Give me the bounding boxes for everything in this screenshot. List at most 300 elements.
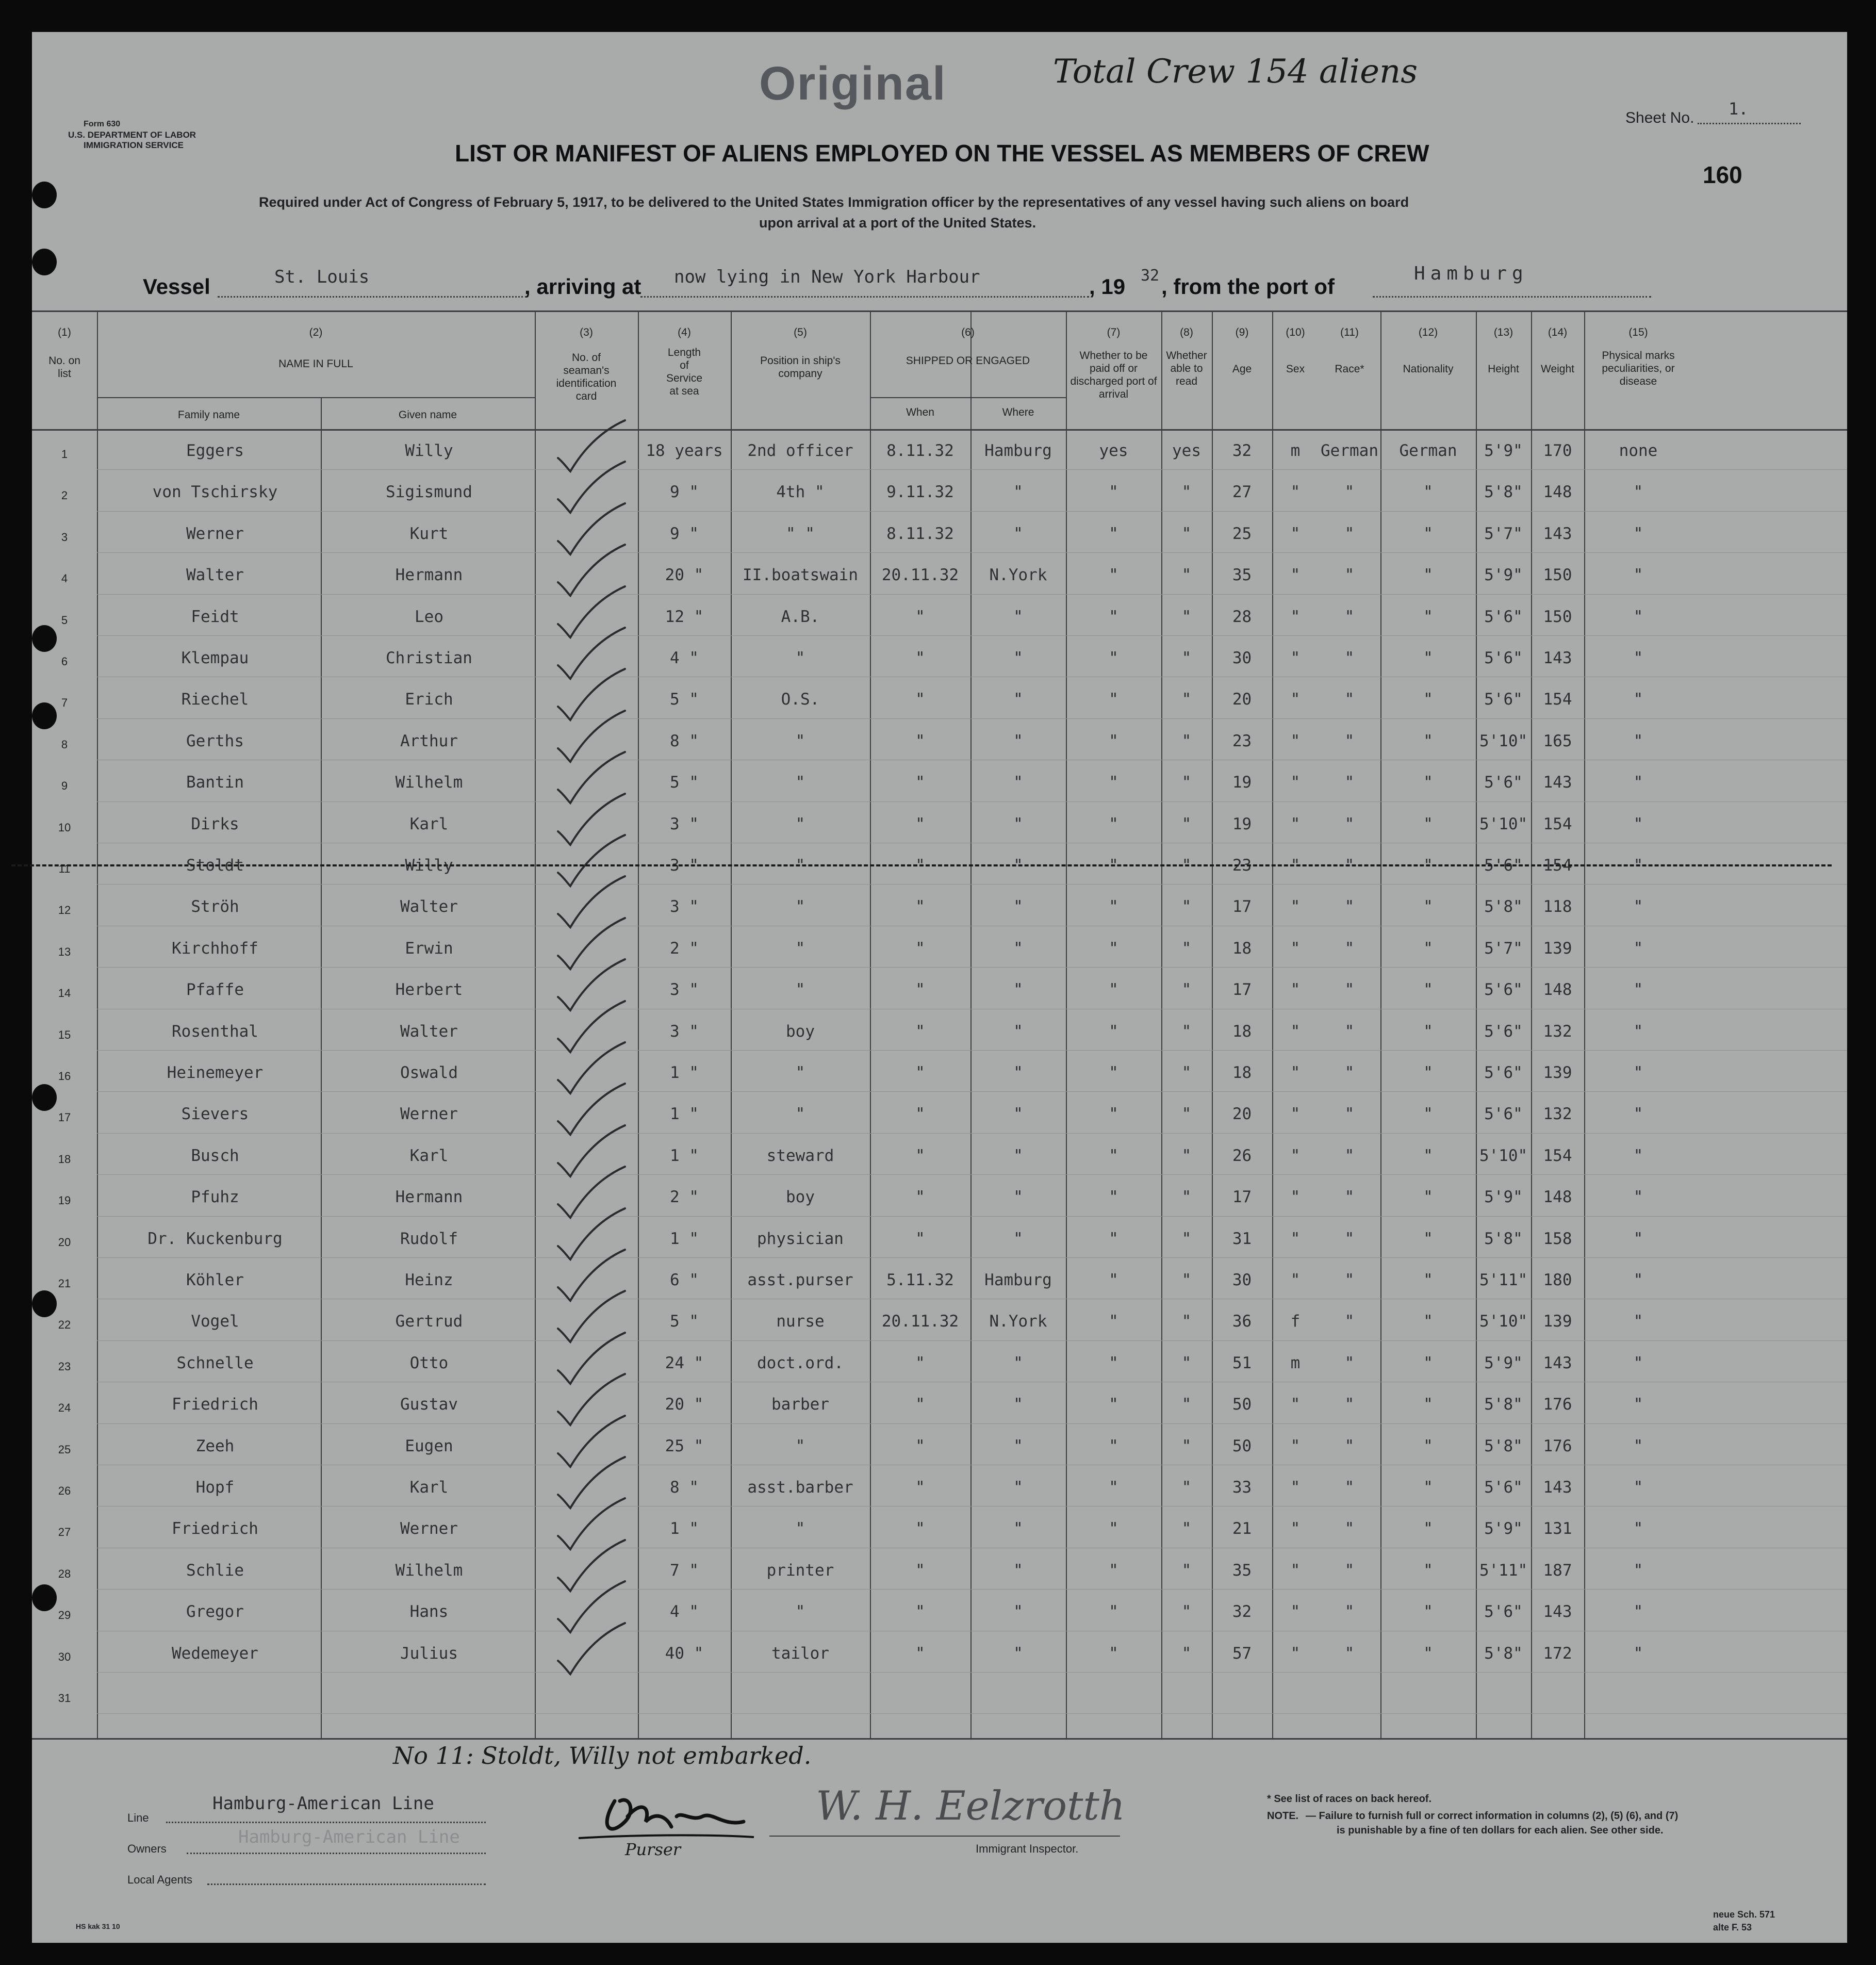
note-text-1: — Failure to furnish full or correct information in columns (2), (5) (6), and (7) [1306, 1810, 1678, 1822]
shipped-where-cell: " [1013, 731, 1023, 750]
position-cell: " [795, 856, 805, 875]
physical-marks-cell: " [1633, 1271, 1643, 1289]
nationality-cell: " [1423, 1519, 1433, 1538]
paid-off-cell: " [1109, 1436, 1118, 1455]
physical-marks-cell: " [1633, 980, 1643, 1000]
table-row [32, 1175, 1847, 1217]
service-length-cell: 5 " [670, 690, 699, 709]
shipped-when-cell: " [915, 1395, 925, 1414]
service-length-cell: 5 " [670, 773, 699, 792]
physical-marks-cell: " [1633, 1519, 1643, 1538]
table-row [32, 1134, 1847, 1175]
position-cell: tailor [771, 1644, 829, 1663]
family-name-cell: Sievers [181, 1105, 249, 1124]
age-cell: 50 [1232, 1436, 1252, 1455]
family-name-cell: Rosenthal [172, 1022, 258, 1041]
weight-cell: 139 [1543, 1312, 1572, 1331]
shipped-where-cell: " [1013, 1644, 1023, 1663]
position-cell: physician [757, 1229, 844, 1248]
shipped-where-cell: " [1013, 856, 1023, 875]
paid-off-cell: " [1109, 773, 1118, 792]
weight-cell: 132 [1543, 1022, 1572, 1041]
able-to-read-cell: " [1181, 1146, 1192, 1165]
position-cell: " [795, 1519, 805, 1538]
position-cell: " [795, 939, 805, 958]
shipped-when-cell: " [915, 814, 925, 833]
weight-cell: 154 [1543, 856, 1572, 875]
given-name-cell: Karl [409, 814, 449, 833]
row-number-cell: 14 [58, 987, 71, 1000]
height-cell: 5'7" [1484, 524, 1523, 543]
position-cell: 4th " [776, 483, 825, 502]
family-name-cell: Hopf [195, 1478, 235, 1497]
row-number-cell: 13 [58, 945, 71, 958]
race-cell: " [1344, 731, 1355, 750]
schedule-new: neue Sch. 571 [1713, 1909, 1775, 1920]
sex-cell: " [1290, 1561, 1301, 1580]
paid-off-cell: " [1109, 856, 1118, 875]
paid-off-cell: " [1109, 980, 1118, 1000]
weight-cell: 143 [1543, 1602, 1572, 1622]
nationality-cell: " [1423, 1229, 1433, 1248]
service-length-cell: 1 " [670, 1519, 699, 1538]
sex-cell: " [1290, 1105, 1301, 1124]
given-name-cell: Hans [409, 1602, 449, 1622]
sheet-label: Sheet No. [1625, 109, 1694, 126]
able-to-read-cell: " [1181, 980, 1192, 1000]
row-number-cell: 2 [61, 489, 68, 502]
sex-cell: " [1290, 607, 1301, 626]
height-cell: 5'6" [1484, 649, 1523, 667]
given-name-cell: Julius [400, 1644, 458, 1663]
family-name-cell: Wedemeyer [172, 1644, 258, 1663]
line-value: Hamburg-American Line [212, 1793, 434, 1814]
col-header-race: (11) Race* [1335, 326, 1364, 375]
family-name-cell: Busch [191, 1146, 239, 1165]
height-cell: 5'6" [1484, 607, 1523, 626]
position-cell: " [795, 1436, 805, 1455]
able-to-read-cell: " [1181, 566, 1192, 585]
row-number-cell: 19 [58, 1194, 71, 1207]
race-cell: " [1344, 897, 1355, 916]
race-cell: " [1344, 1271, 1355, 1289]
service-length-cell: 8 " [670, 731, 699, 750]
age-cell: 20 [1232, 1105, 1252, 1124]
given-name-cell: Karl [409, 1146, 449, 1165]
sex-cell: " [1290, 690, 1301, 709]
weight-cell: 143 [1543, 1353, 1572, 1372]
weight-cell: 154 [1543, 690, 1572, 709]
col-header-id-card: (3) No. of seaman's identification card [556, 326, 617, 402]
shipped-where-cell: " [1013, 1105, 1023, 1124]
paid-off-cell: " [1109, 1146, 1118, 1165]
shipped-where-cell: " [1013, 1188, 1023, 1207]
physical-marks-cell: " [1633, 939, 1643, 958]
nationality-cell: " [1423, 1063, 1433, 1082]
table-row [32, 1673, 1847, 1714]
able-to-read-cell: " [1181, 814, 1192, 833]
inspector-label: Immigrant Inspector. [976, 1842, 1079, 1855]
height-cell: 5'6" [1484, 1022, 1523, 1041]
paid-off-cell: " [1109, 1602, 1118, 1622]
weight-cell: 148 [1543, 980, 1572, 1000]
weight-cell: 154 [1543, 814, 1572, 833]
able-to-read-cell: " [1181, 1561, 1192, 1580]
able-to-read-cell: " [1181, 1602, 1192, 1622]
row-number-cell: 7 [61, 696, 68, 710]
nationality-cell: " [1423, 1312, 1433, 1331]
position-cell: " " [786, 524, 815, 543]
row-number-cell: 22 [58, 1318, 71, 1332]
shipped-when-cell: " [915, 1022, 925, 1041]
family-name-cell: Zeeh [195, 1436, 235, 1455]
paid-off-cell: yes [1099, 441, 1128, 460]
race-cell: " [1344, 939, 1355, 958]
shipped-where-cell: " [1013, 1146, 1023, 1165]
given-name-cell: Werner [400, 1105, 458, 1124]
nationality-cell: " [1423, 731, 1433, 750]
age-cell: 17 [1232, 897, 1252, 916]
able-to-read-cell: " [1181, 1063, 1192, 1082]
weight-cell: 139 [1543, 1063, 1572, 1082]
shipped-when-cell: " [915, 1436, 925, 1455]
given-name-cell: Rudolf [400, 1229, 458, 1248]
position-cell: " [795, 649, 805, 667]
checkmark-icon [553, 1620, 630, 1677]
note-text-2: is punishable by a fine of ten dollars for each alien. See other side. [1337, 1825, 1664, 1836]
service-length-cell: 6 " [670, 1271, 699, 1289]
service-length-cell: 3 " [670, 1022, 699, 1041]
given-name-cell: Willy [405, 441, 453, 460]
row-number-cell: 31 [58, 1692, 71, 1705]
row-number-cell: 4 [61, 572, 68, 585]
table-row [32, 1507, 1847, 1548]
table-row [32, 1383, 1847, 1424]
age-cell: 31 [1232, 1229, 1252, 1248]
age-cell: 19 [1232, 814, 1252, 833]
physical-marks-cell: " [1633, 1146, 1643, 1165]
table-row [32, 553, 1847, 595]
race-cell: " [1344, 1063, 1355, 1082]
schedule-old: alte F. 53 [1713, 1922, 1752, 1933]
age-cell: 18 [1232, 939, 1252, 958]
physical-marks-cell: " [1633, 1105, 1643, 1124]
paid-off-cell: " [1109, 1395, 1118, 1414]
col-header-age: (9) Age [1232, 326, 1252, 375]
sex-cell: " [1290, 980, 1301, 1000]
physical-marks-cell: " [1633, 1353, 1643, 1372]
able-to-read-cell: " [1181, 1229, 1192, 1248]
given-name-cell: Kurt [409, 524, 449, 543]
service-length-cell: 18 years [646, 441, 723, 460]
height-cell: 5'6" [1484, 1602, 1523, 1622]
sex-cell: f [1290, 1312, 1301, 1331]
shipped-when-cell: " [915, 1063, 925, 1082]
height-cell: 5'11" [1479, 1271, 1528, 1289]
able-to-read-cell: " [1181, 1312, 1192, 1331]
position-cell: " [795, 1063, 805, 1082]
nationality-cell: " [1423, 1022, 1433, 1041]
sex-cell: " [1290, 566, 1301, 585]
sex-cell: " [1290, 524, 1301, 543]
service-length-cell: 8 " [670, 1478, 699, 1497]
given-name-cell: Karl [409, 1478, 449, 1497]
row-number-cell: 28 [58, 1567, 71, 1580]
service-length-cell: 2 " [670, 939, 699, 958]
height-cell: 5'6" [1484, 1063, 1523, 1082]
nationality-cell: " [1423, 1561, 1433, 1580]
physical-marks-cell: " [1633, 1188, 1643, 1207]
table-row [32, 719, 1847, 761]
position-cell: " [795, 731, 805, 750]
paid-off-cell: " [1109, 524, 1118, 543]
shipped-where-cell: " [1013, 649, 1023, 667]
nationality-cell: " [1423, 980, 1433, 1000]
nationality-cell: " [1423, 1146, 1433, 1165]
service-length-cell: 20 " [665, 566, 704, 585]
shipped-where-cell: " [1013, 980, 1023, 1000]
paid-off-cell: " [1109, 1105, 1118, 1124]
given-name-cell: Leo [415, 607, 443, 626]
height-cell: 5'8" [1484, 483, 1523, 502]
family-name-cell: Pfuhz [191, 1188, 239, 1207]
sex-cell: " [1290, 1519, 1301, 1538]
service-length-cell: 12 " [665, 607, 704, 626]
service-length-cell: 5 " [670, 1312, 699, 1331]
sex-cell: " [1290, 1395, 1301, 1414]
service-length-cell: 1 " [670, 1063, 699, 1082]
sheet-number: 1. [1729, 99, 1749, 119]
family-name-cell: Dr. Kuckenburg [147, 1229, 283, 1248]
paid-off-cell: " [1109, 1519, 1118, 1538]
weight-cell: 165 [1543, 731, 1572, 750]
position-cell: steward [766, 1146, 834, 1165]
sex-cell: " [1290, 1436, 1301, 1455]
given-name-cell: Christian [386, 649, 472, 667]
col-header-shipped: (6) SHIPPED OR ENGAGED [906, 326, 1030, 367]
shipped-where-cell: " [1013, 1395, 1023, 1414]
able-to-read-cell: " [1181, 1188, 1192, 1207]
age-cell: 35 [1232, 1561, 1252, 1580]
race-cell: " [1344, 524, 1355, 543]
sex-cell: " [1290, 1188, 1301, 1207]
position-cell: " [795, 814, 805, 833]
shipped-when-cell: " [915, 1644, 925, 1663]
nationality-cell: " [1423, 607, 1433, 626]
family-name-cell: Gerths [186, 731, 244, 750]
position-cell: O.S. [781, 690, 820, 709]
given-name-cell: Erwin [405, 939, 453, 958]
able-to-read-cell: " [1181, 1478, 1192, 1497]
height-cell: 5'9" [1484, 1519, 1523, 1538]
shipped-where-cell: N.York [989, 1312, 1047, 1331]
page-number: 160 [1703, 161, 1742, 188]
purser-label: Purser [625, 1840, 681, 1859]
able-to-read-cell: " [1181, 1395, 1192, 1414]
able-to-read-cell: " [1181, 524, 1192, 543]
col-header-height: (13) Height [1488, 326, 1519, 375]
col-header-position: (5) Position in ship's company [760, 326, 841, 380]
weight-cell: 148 [1543, 483, 1572, 502]
weight-cell: 118 [1543, 897, 1572, 916]
physical-marks-cell: " [1633, 731, 1643, 750]
age-cell: 51 [1232, 1353, 1252, 1372]
nationality-cell: German [1399, 441, 1457, 460]
race-cell: " [1344, 607, 1355, 626]
race-cell: " [1344, 1644, 1355, 1663]
race-cell: " [1344, 773, 1355, 792]
height-cell: 5'10" [1479, 1312, 1528, 1331]
col-header-no: (1) No. on list [48, 326, 80, 380]
sex-cell: " [1290, 939, 1301, 958]
physical-marks-cell: " [1633, 1063, 1643, 1082]
form-service: IMMIGRATION SERVICE [84, 140, 184, 150]
sex-cell: " [1290, 897, 1301, 916]
year-value: 32 [1141, 267, 1160, 285]
weight-cell: 180 [1543, 1271, 1572, 1289]
position-cell: nurse [776, 1312, 825, 1331]
service-length-cell: 1 " [670, 1229, 699, 1248]
given-name-cell: Sigismund [386, 483, 472, 502]
nationality-cell: " [1423, 483, 1433, 502]
sex-cell: " [1290, 1229, 1301, 1248]
race-cell: " [1344, 483, 1355, 502]
position-cell: boy [786, 1188, 815, 1207]
shipped-where-cell: Hamburg [984, 1271, 1052, 1289]
given-name-cell: Herbert [395, 980, 463, 1000]
row-number-cell: 20 [58, 1235, 71, 1249]
family-name-cell: Kirchhoff [172, 939, 258, 958]
table-row [32, 1300, 1847, 1341]
line-label: Line [127, 1811, 149, 1824]
age-cell: 23 [1232, 731, 1252, 750]
sex-cell: " [1290, 1146, 1301, 1165]
able-to-read-cell: " [1181, 773, 1192, 792]
nationality-cell: " [1423, 649, 1433, 667]
able-to-read-cell: " [1181, 856, 1192, 875]
position-cell: asst.purser [747, 1271, 853, 1289]
given-name-cell: Walter [400, 1022, 458, 1041]
shipped-where-cell: " [1013, 1022, 1023, 1041]
shipped-where-cell: " [1013, 814, 1023, 833]
shipped-where-cell: " [1013, 483, 1023, 502]
race-cell: " [1344, 856, 1355, 875]
family-name-cell: Stoldt [186, 856, 244, 875]
able-to-read-cell: " [1181, 690, 1192, 709]
row-number-cell: 12 [58, 904, 71, 917]
race-cell: German [1321, 441, 1378, 460]
weight-cell: 187 [1543, 1561, 1572, 1580]
row-number-cell: 24 [58, 1401, 71, 1415]
weight-cell: 148 [1543, 1188, 1572, 1207]
service-length-cell: 24 " [665, 1353, 704, 1372]
position-cell: " [795, 1602, 805, 1622]
col-header-read: (8) Whether able to read [1166, 326, 1207, 387]
nationality-cell: " [1423, 524, 1433, 543]
given-name-cell: Heinz [405, 1271, 453, 1289]
race-cell: " [1344, 1561, 1355, 1580]
age-cell: 35 [1232, 566, 1252, 585]
position-cell: A.B. [781, 607, 820, 626]
race-cell: " [1344, 1353, 1355, 1372]
service-length-cell: 4 " [670, 1602, 699, 1622]
physical-marks-cell: " [1633, 1478, 1643, 1497]
family-name-cell: Ströh [191, 897, 239, 916]
family-name-cell: Schnelle [176, 1353, 254, 1372]
able-to-read-cell: " [1181, 1271, 1192, 1289]
sex-cell: " [1290, 1478, 1301, 1497]
table-row [32, 1217, 1847, 1258]
given-name-cell: Hermann [395, 566, 463, 585]
race-cell: " [1344, 1229, 1355, 1248]
given-name-cell: Willy [405, 856, 453, 875]
shipped-where-cell: " [1013, 690, 1023, 709]
height-cell: 5'10" [1479, 731, 1528, 750]
nationality-cell: " [1423, 939, 1433, 958]
position-cell: 2nd officer [747, 441, 853, 460]
binder-hole [32, 249, 57, 275]
paid-off-cell: " [1109, 814, 1118, 833]
physical-marks-cell: " [1633, 607, 1643, 626]
arriving-label: , arriving at [524, 274, 641, 299]
race-cell: " [1344, 1022, 1355, 1041]
table-row [32, 470, 1847, 512]
paid-off-cell: " [1109, 566, 1118, 585]
shipped-when-cell: " [915, 1478, 925, 1497]
shipped-where-cell: " [1013, 1519, 1023, 1538]
sex-cell: " [1290, 773, 1301, 792]
table-row [32, 512, 1847, 553]
position-cell: asst.barber [747, 1478, 853, 1497]
race-cell: " [1344, 1395, 1355, 1414]
weight-cell: 132 [1543, 1105, 1572, 1124]
height-cell: 5'11" [1479, 1561, 1528, 1580]
table-row [32, 1341, 1847, 1383]
height-cell: 5'6" [1484, 773, 1523, 792]
shipped-when-cell: 20.11.32 [881, 566, 959, 585]
sex-cell: " [1290, 483, 1301, 502]
physical-marks-cell: none [1619, 441, 1658, 460]
paid-off-cell: " [1109, 1353, 1118, 1372]
shipped-when-cell: " [915, 1146, 925, 1165]
position-cell: " [795, 897, 805, 916]
race-cell: " [1344, 814, 1355, 833]
row-number-cell: 17 [58, 1111, 71, 1124]
able-to-read-cell: " [1181, 1519, 1192, 1538]
year-prefix: , 19 [1089, 274, 1126, 299]
paid-off-cell: " [1109, 483, 1118, 502]
given-name-cell: Otto [409, 1353, 449, 1372]
shipped-when-cell: " [915, 607, 925, 626]
shipped-when-cell: " [915, 1602, 925, 1622]
physical-marks-cell: " [1633, 1602, 1643, 1622]
paid-off-cell: " [1109, 1229, 1118, 1248]
col-header-sex: (10) Sex [1286, 326, 1305, 375]
table-row [32, 885, 1847, 926]
family-name-cell: Walter [186, 566, 244, 585]
manifest-sheet [32, 32, 1847, 1943]
table-row [32, 636, 1847, 678]
binder-hole [32, 182, 57, 208]
age-cell: 17 [1232, 1188, 1252, 1207]
sex-cell: " [1290, 731, 1301, 750]
arriving-at-value: now lying in New York Harbour [674, 267, 980, 287]
weight-cell: 143 [1543, 773, 1572, 792]
given-name-cell: Oswald [400, 1063, 458, 1082]
race-cell: " [1344, 1312, 1355, 1331]
height-cell: 5'8" [1484, 1229, 1523, 1248]
row-number-cell: 8 [61, 738, 68, 751]
